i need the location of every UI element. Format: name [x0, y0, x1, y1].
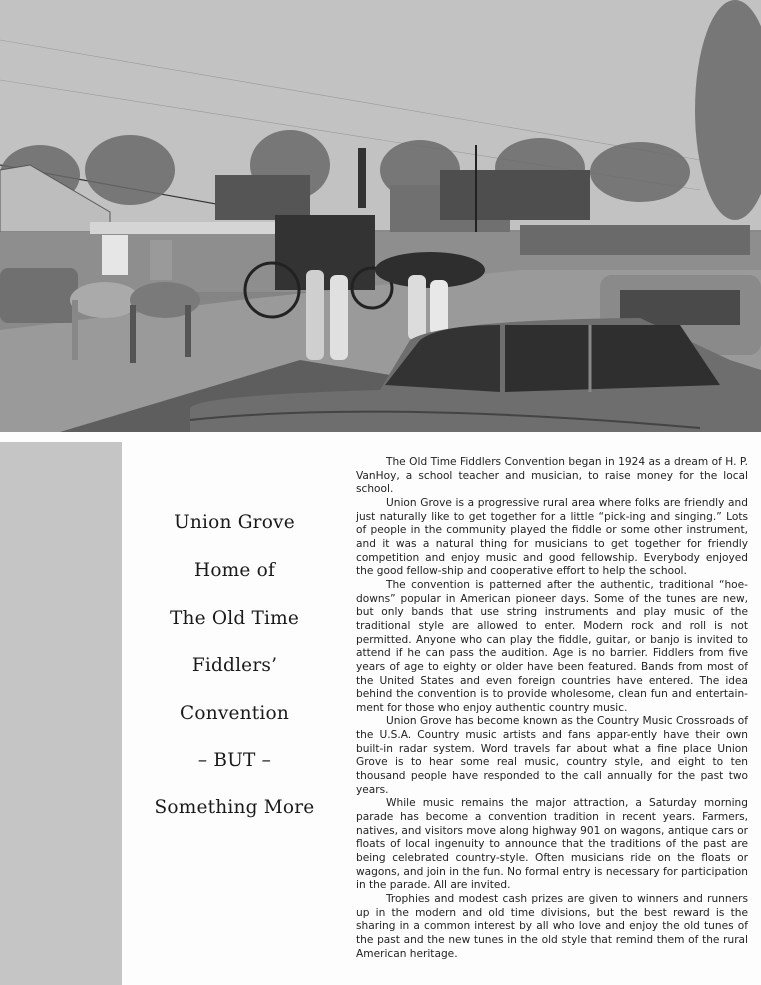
title-line-5: Convention: [180, 703, 289, 724]
parade-photograph: [0, 0, 761, 432]
article-paragraph: While music remains the major attraction, a Saturday morning parade has become a convention tradition in recent years. Farmers, natives, and visitors move along highway 901 on wagons, antique cars or floats of local ingenuity to announce that the traditions of the past are being celebrated country-style. Often musicians ride on the floats or wagons, and join in the fun. No formal entry is necessary for participation in the parade. All are invited.: [356, 797, 748, 892]
article-paragraph: Trophies and modest cash prizes are given to winners and runners up in the modern and old time divisions, but the best reward is the sharing in a common interest by all who love and enjoy the old tunes of the past and the new tunes in the old style that remind them of the rural American heritage.: [356, 893, 748, 960]
article-paragraph: The convention is patterned after the authentic, traditional “hoe-downs” popular in American pioneer days. Some of the tunes are new, but only bands that use string instruments and play music of the traditional style are allowed to enter. Modern rock and roll is not permitted. Anyone who can play the fiddle, guitar, or banjo is invited to attend if he can pass the audition. Age is no barrier. Fiddlers from five years of age to eighty or older have been featured. Bands from most of the United States and even foreign countries have entered. The idea behind the convention is to provide wholesome, clean fun and entertain-ment for those who enjoy authentic country music.: [356, 578, 748, 714]
title-line-2: Home of: [193, 560, 276, 581]
article-body: [356, 456, 748, 961]
article-paragraph: Union Grove is a progressive rural area where folks are friendly and just naturally like to get together for a little “pick-ing and singing.” Lots of people in the community played the fiddle or some other instrument, and it was a natural thing for musicians to get together for friendly competition and enjoy music and good fellowship. Everybody enjoyed the good fellow-ship and cooperative effort to help the school.: [356, 496, 748, 578]
title-line-3: The Old Time: [169, 608, 300, 629]
title-line-6: – BUT –: [197, 750, 272, 771]
article-paragraph: Union Grove has become known as the Country Music Crossroads of the U.S.A. Country music artists and fans appar-ently have their own built-in radar system. Word travels far about what a fine place Union Grove is to hear some real music, country style, and eight to ten thousand people have responded to the call annually for the past two years.: [356, 715, 748, 796]
title-line-1: Union Grove: [174, 512, 295, 533]
article-paragraph: The Old Time Fiddlers Convention began in 1924 as a dream of H. P. VanHoy, a school teacher and musician, to raise money for the local school.: [356, 456, 748, 496]
title-line-7: Something More: [154, 797, 315, 818]
photo-illustration: [0, 0, 761, 432]
gray-sidebar-panel: [0, 442, 122, 985]
title-line-4: Fiddlers’: [191, 655, 278, 676]
